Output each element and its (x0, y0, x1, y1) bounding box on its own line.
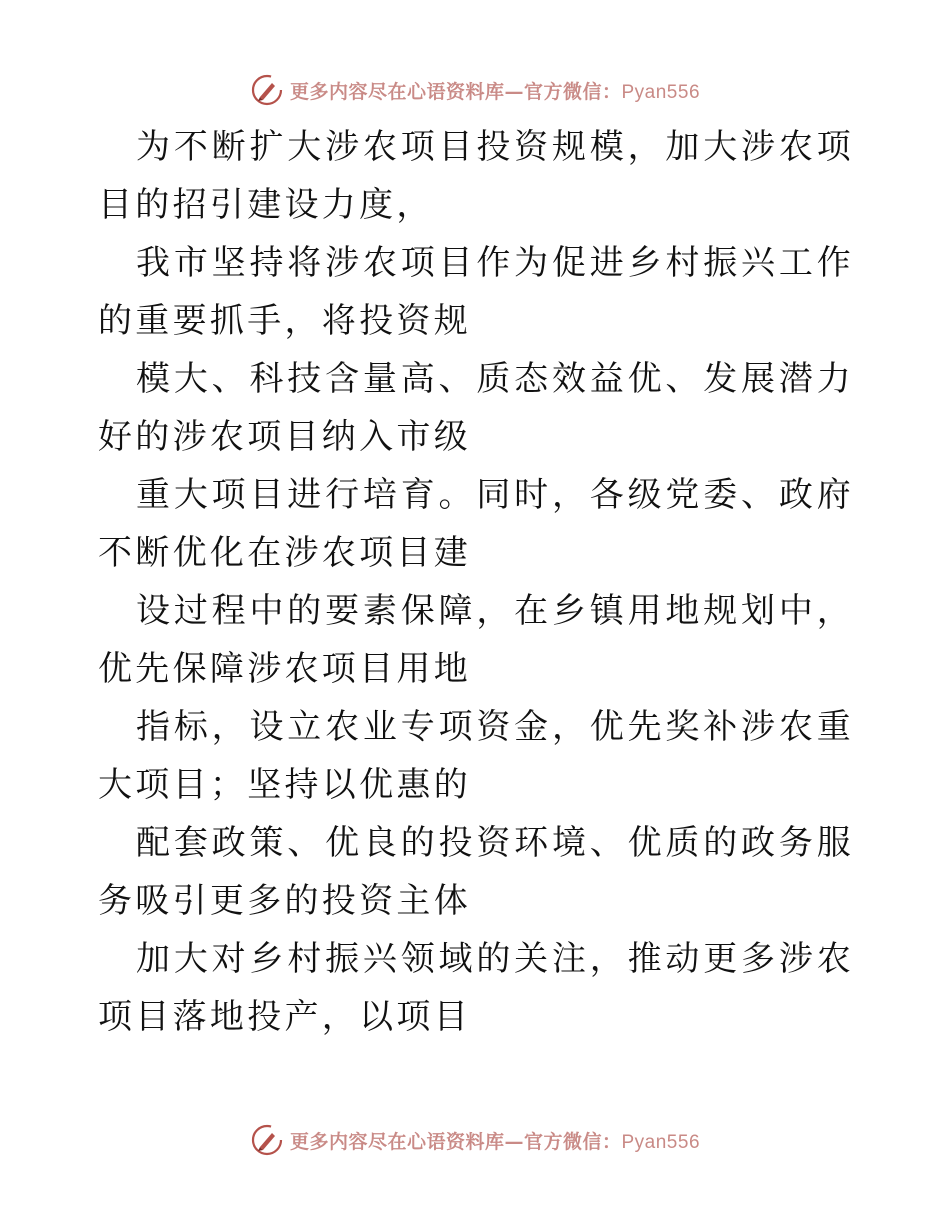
paragraph: 为不断扩大涉农项目投资规模，加大涉农项目的招引建设力度， (98, 127, 854, 225)
paragraph: 配套政策、优良的投资环境、优质的政务服务吸引更多的投资主体 (98, 823, 854, 921)
footer-banner-text (290, 1127, 700, 1154)
footer-banner (0, 1120, 950, 1160)
document-body (98, 118, 854, 1046)
header-wechat-id: Pyan556 (621, 81, 701, 103)
header-banner (0, 70, 950, 110)
header-banner-text (290, 77, 700, 104)
pen-circle-logo-icon (250, 73, 284, 107)
header-banner-label: 更多内容尽在心语资料库—官方微信： (289, 80, 622, 103)
paragraph: 设过程中的要素保障，在乡镇用地规划中，优先保障涉农项目用地 (98, 591, 854, 689)
paragraph: 加大对乡村振兴领域的关注，推动更多涉农项目落地投产，以项目 (98, 939, 854, 1037)
footer-wechat-id: Pyan556 (621, 1131, 701, 1153)
paragraph: 重大项目进行培育。同时，各级党委、政府不断优化在涉农项目建 (98, 475, 854, 573)
pen-circle-logo-icon (250, 1123, 284, 1157)
paragraph: 我市坚持将涉农项目作为促进乡村振兴工作的重要抓手，将投资规 (98, 243, 854, 341)
footer-banner-label: 更多内容尽在心语资料库—官方微信： (289, 1130, 622, 1153)
paragraph: 模大、科技含量高、质态效益优、发展潜力好的涉农项目纳入市级 (98, 359, 854, 457)
paragraph: 指标，设立农业专项资金，优先奖补涉农重大项目；坚持以优惠的 (98, 707, 854, 805)
